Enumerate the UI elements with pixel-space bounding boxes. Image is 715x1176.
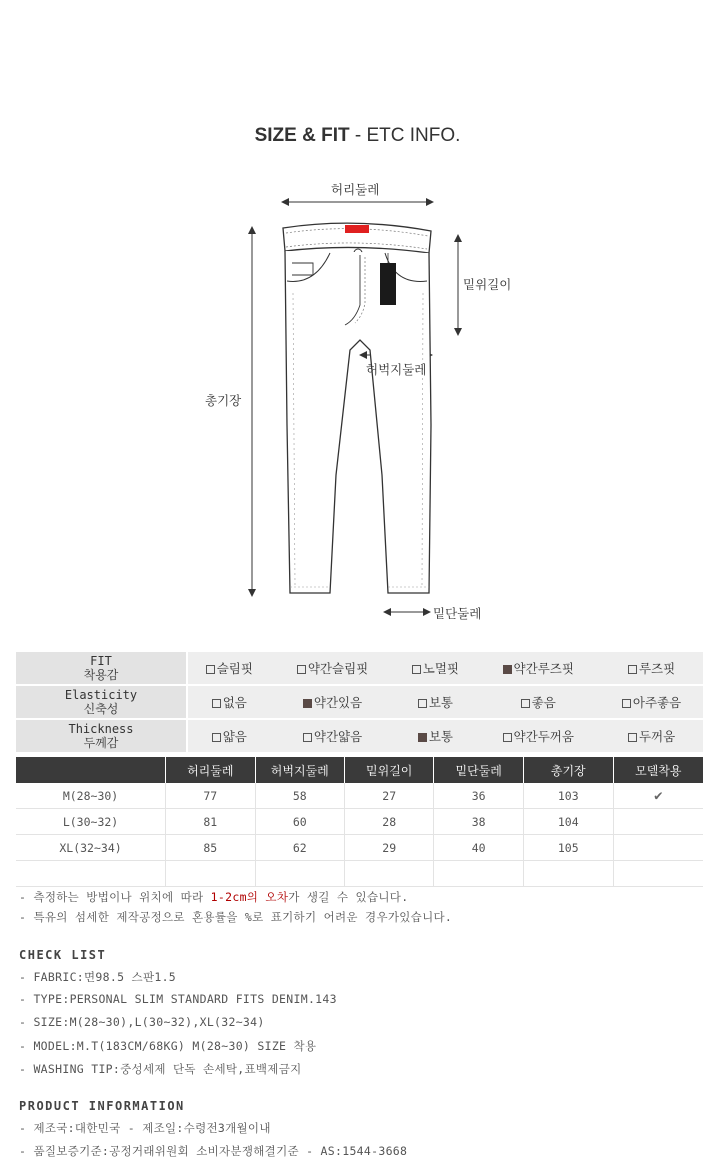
fit-option-label: 약간두꺼움 bbox=[513, 729, 574, 744]
fit-option bbox=[476, 685, 600, 719]
fit-option bbox=[271, 652, 395, 685]
size-table-header bbox=[16, 757, 703, 783]
fit-option-label: 슬림핏 bbox=[216, 661, 253, 676]
check-list-item: - WASHING TIP:중성세제 단독 손세탁,표백제금지 bbox=[19, 1062, 302, 1076]
unchecked-box-icon bbox=[622, 699, 631, 708]
checked-box-icon bbox=[503, 665, 512, 674]
fit-row bbox=[16, 685, 703, 719]
table-cell bbox=[344, 861, 433, 887]
table-cell: 29 bbox=[344, 835, 433, 861]
checked-box-icon bbox=[303, 699, 312, 708]
table-cell: 36 bbox=[434, 783, 523, 809]
table-row bbox=[16, 809, 703, 835]
unchecked-box-icon bbox=[412, 665, 421, 674]
table-cell: 77 bbox=[166, 783, 255, 809]
fit-option bbox=[394, 685, 476, 719]
check-list-item: - FABRIC:면98.5 스판1.5 bbox=[19, 970, 177, 984]
table-cell: 58 bbox=[255, 783, 344, 809]
fit-option bbox=[187, 719, 271, 753]
product-info-item: - 제조국:대한민국 - 제조일:수령전3개월이내 bbox=[19, 1121, 271, 1135]
fit-row-label-ko: 두께감 bbox=[83, 736, 119, 750]
fit-option-label: 약간슬림핏 bbox=[307, 661, 369, 676]
check-list bbox=[19, 969, 337, 1084]
table-cell bbox=[613, 861, 703, 887]
fit-option-label: 얇음 bbox=[222, 729, 247, 744]
fit-option-label: 루즈핏 bbox=[638, 661, 676, 676]
title-subtitle: - ETC INFO. bbox=[349, 125, 461, 146]
model-fit-check-icon: ✔ bbox=[613, 783, 703, 809]
note-tolerance-highlight: 1-2cm의 오차 bbox=[210, 890, 289, 904]
note-tolerance-b: 가 생길 수 있습니다. bbox=[288, 890, 409, 904]
section-title bbox=[0, 124, 715, 147]
unchecked-box-icon bbox=[628, 665, 637, 674]
unchecked-box-icon bbox=[503, 733, 512, 742]
table-cell bbox=[523, 861, 613, 887]
fit-row-header bbox=[16, 652, 187, 685]
fit-option bbox=[394, 652, 476, 685]
table-cell: 60 bbox=[255, 809, 344, 835]
fit-option bbox=[187, 685, 271, 719]
length-label: 총기장 bbox=[205, 393, 242, 408]
check-list-item: - TYPE:PERSONAL SLIM STANDARD FITS DENIM.143 bbox=[19, 992, 337, 1006]
table-cell: 28 bbox=[344, 809, 433, 835]
brand-label bbox=[345, 225, 369, 233]
table-cell: 105 bbox=[523, 835, 613, 861]
title-bold: SIZE & FIT bbox=[254, 125, 350, 146]
table-cell bbox=[255, 861, 344, 887]
table-cell: L(30~32) bbox=[16, 809, 166, 835]
size-column-header: 허벅지둘레 bbox=[255, 757, 344, 783]
size-column-header: 밑단둘레 bbox=[434, 757, 523, 783]
fit-option-label: 노멀핏 bbox=[422, 661, 459, 676]
waist-label: 허리둘레 bbox=[331, 182, 380, 197]
table-cell: 62 bbox=[255, 835, 344, 861]
size-column-header: 밑위길이 bbox=[344, 757, 433, 783]
fit-option-label: 보통 bbox=[428, 729, 453, 744]
unchecked-box-icon bbox=[628, 733, 637, 742]
table-row bbox=[16, 835, 703, 861]
fit-option-label: 약간루즈핏 bbox=[513, 661, 574, 676]
table-cell: 27 bbox=[344, 783, 433, 809]
unchecked-box-icon bbox=[521, 699, 530, 708]
table-cell: 85 bbox=[166, 835, 255, 861]
note-tolerance-a: - 측정하는 방법이나 위치에 따라 bbox=[19, 890, 211, 904]
table-row bbox=[16, 783, 703, 809]
fit-option-label: 약간있음 bbox=[313, 695, 363, 710]
fit-option bbox=[187, 652, 271, 685]
fit-option-label: 두꺼움 bbox=[638, 729, 676, 744]
note-blend-ratio: - 특유의 섬세한 제작공정으로 혼용률을 %로 표기하기 어려운 경우가있습니다. bbox=[19, 910, 453, 924]
fit-option bbox=[476, 652, 600, 685]
table-cell: 81 bbox=[166, 809, 255, 835]
fit-row-label-en: Elasticity bbox=[64, 688, 138, 702]
checked-box-icon bbox=[418, 733, 427, 742]
table-cell: 103 bbox=[523, 783, 613, 809]
note-tolerance bbox=[19, 889, 408, 905]
unchecked-box-icon bbox=[303, 733, 312, 742]
table-cell bbox=[613, 835, 703, 861]
unchecked-box-icon bbox=[418, 699, 427, 708]
fit-option bbox=[394, 719, 476, 753]
table-cell: 104 bbox=[523, 809, 613, 835]
unchecked-box-icon bbox=[297, 665, 306, 674]
fit-row-label-ko: 신축성 bbox=[83, 702, 119, 716]
fit-table bbox=[16, 652, 703, 754]
thigh-label: 허벅지둘레 bbox=[366, 362, 427, 377]
fit-option-label: 없음 bbox=[222, 695, 247, 710]
fit-row-header bbox=[16, 719, 187, 753]
fit-option-label: 보통 bbox=[428, 695, 453, 710]
table-cell: XL(32~34) bbox=[16, 835, 166, 861]
table-cell bbox=[434, 861, 523, 887]
fit-row-label-en: Thickness bbox=[68, 722, 134, 736]
size-column-header: 모델착용 bbox=[613, 757, 703, 783]
product-info-heading: PRODUCT INFORMATION bbox=[19, 1099, 185, 1113]
check-list-item: - SIZE:M(28~30),L(30~32),XL(32~34) bbox=[19, 1015, 265, 1029]
fit-option-label: 좋음 bbox=[531, 695, 556, 710]
fit-option bbox=[600, 719, 703, 753]
fit-row-label-en: FIT bbox=[90, 654, 112, 668]
table-row bbox=[16, 861, 703, 887]
rise-label: 밑위길이 bbox=[463, 277, 512, 292]
check-list-item: - MODEL:M.T(183CM/68KG) M(28~30) SIZE 착용 bbox=[19, 1039, 317, 1053]
table-cell: M(28~30) bbox=[16, 783, 166, 809]
fit-option bbox=[600, 652, 703, 685]
unchecked-box-icon bbox=[212, 733, 221, 742]
size-column-header: 총기장 bbox=[523, 757, 613, 783]
fit-row bbox=[16, 719, 703, 753]
fit-option bbox=[600, 685, 703, 719]
table-cell: 38 bbox=[434, 809, 523, 835]
table-cell bbox=[166, 861, 255, 887]
size-table bbox=[16, 757, 703, 887]
table-cell: 40 bbox=[434, 835, 523, 861]
fit-option-label: 약간얇음 bbox=[313, 729, 363, 744]
fit-option bbox=[271, 685, 395, 719]
check-list-heading: CHECK LIST bbox=[19, 948, 107, 962]
product-info-list bbox=[19, 1120, 407, 1166]
table-cell bbox=[16, 861, 166, 887]
fit-option-label: 아주좋음 bbox=[632, 695, 682, 710]
pants-diagram bbox=[195, 175, 525, 630]
fit-option bbox=[271, 719, 395, 753]
size-column-header: 허리둘레 bbox=[166, 757, 255, 783]
fit-row-label-ko: 착용감 bbox=[83, 668, 119, 682]
fit-row bbox=[16, 652, 703, 685]
fit-row-header bbox=[16, 685, 187, 719]
size-column-header bbox=[16, 757, 166, 783]
table-cell bbox=[613, 809, 703, 835]
hem-label: 밑단둘레 bbox=[433, 606, 482, 621]
unchecked-box-icon bbox=[206, 665, 215, 674]
unchecked-box-icon bbox=[212, 699, 221, 708]
product-info-item: - 품질보증기준:공정거래위원회 소비자분쟁해결기준 - AS:1544-3668 bbox=[19, 1144, 408, 1158]
fit-option bbox=[476, 719, 600, 753]
pants-illustration bbox=[195, 175, 525, 630]
